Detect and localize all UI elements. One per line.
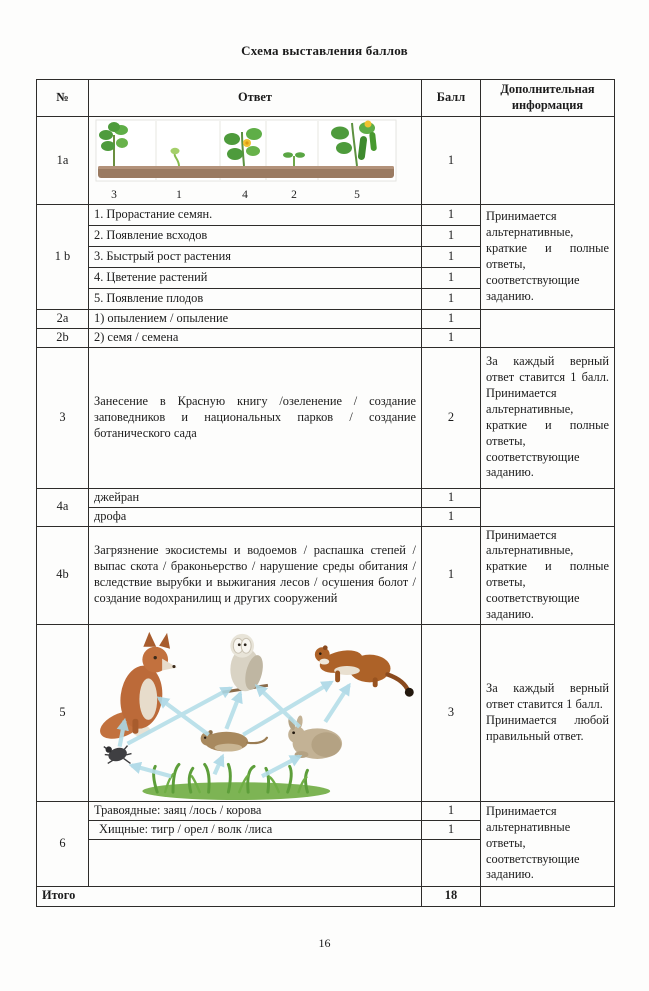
row-5-info-line: Принимается любой правильный ответ. [486, 712, 609, 743]
row-6-info: Принимается альтернативные ответы, соответствующие заданию. [481, 801, 615, 886]
stage-number: 3 [111, 188, 117, 201]
row-5-number: 5 [37, 624, 89, 801]
stage-number: 4 [242, 188, 248, 201]
row-4a-info [481, 488, 615, 526]
scoring-table [36, 79, 615, 907]
row-4b-answer: Загрязнение экосистемы и водоемов / распашка степей / выпас скота / браконьерство / нарушение среды обитания / вследствие вырубки и выжигания лесов / осушения болот / создание водохранилищ и других сооружений [89, 526, 422, 624]
plant-growth-illustration [94, 119, 422, 185]
grass-illustration [142, 764, 330, 800]
header-num: № [37, 80, 89, 117]
row-3-answer: Занесение в Красную книгу /озеленение / создание заповедников и национальных парков / создание ботанического сада [89, 347, 422, 488]
row-6-score: 1 [422, 820, 481, 839]
row-2a-score: 1 [422, 310, 481, 329]
owl-illustration [222, 634, 267, 692]
row-1b-score: 1 [422, 226, 481, 247]
row-1a-number: 1a [37, 117, 89, 205]
row-2b-answer: 2) семя / семена [89, 328, 422, 347]
row-total [37, 886, 615, 906]
stage-number: 5 [354, 188, 360, 201]
row-4b-number: 4b [37, 526, 89, 624]
row-1b-answer: 4. Цветение растений [89, 268, 422, 289]
row-3 [37, 347, 615, 488]
row-3-info: За каждый верный ответ ставится 1 балл. Принимается альтернативные, краткие и полные ответы, соответствующие заданию. [481, 347, 615, 488]
row-5-info [481, 624, 615, 801]
row-6-item [37, 801, 615, 820]
food-web-image [94, 626, 422, 800]
total-score: 18 [422, 886, 481, 906]
row-4a-answer: джейран [89, 488, 422, 507]
row-4b [37, 526, 615, 624]
header-score: Балл [422, 80, 481, 117]
header-answer: Ответ [89, 80, 422, 117]
row-1b-answer: 5. Появление плодов [89, 289, 422, 310]
row-6-answer: Травоядные: заяц /лось / корова [89, 801, 422, 820]
row-1a-info [481, 117, 615, 205]
row-1a-answer [89, 117, 422, 205]
stage-number: 1 [176, 188, 182, 201]
row-5-info-line: За каждый верный ответ ставится 1 балл. [486, 681, 609, 711]
row-2b-score: 1 [422, 328, 481, 347]
row-1b-score: 1 [422, 268, 481, 289]
food-web-illustration [94, 626, 422, 800]
row-2a [37, 310, 615, 329]
row-6-score-empty [422, 839, 481, 886]
row-4a-answer: дрофа [89, 507, 422, 526]
row-4a-score: 1 [422, 488, 481, 507]
header-info: Дополнительная информация [481, 80, 615, 117]
table-header-row [37, 80, 615, 117]
total-info-empty [481, 886, 615, 906]
row-2ab-info [481, 310, 615, 348]
row-2b-number: 2b [37, 328, 89, 347]
row-6-score: 1 [422, 801, 481, 820]
row-1b-answer: 3. Быстрый рост растения [89, 247, 422, 268]
row-2a-answer: 1) опылением / опыление [89, 310, 422, 329]
row-3-score: 2 [422, 347, 481, 488]
row-1b-score: 1 [422, 289, 481, 310]
row-5-score: 3 [422, 624, 481, 801]
row-2a-number: 2a [37, 310, 89, 329]
row-1b-score: 1 [422, 247, 481, 268]
row-1b-info: Принимается альтернативные, краткие и полные ответы, соответствующие заданию. [481, 205, 615, 310]
row-1b-score: 1 [422, 205, 481, 226]
fox-illustration [96, 632, 177, 744]
row-1a-score: 1 [422, 117, 481, 205]
row-5 [37, 624, 615, 801]
row-4a-item [37, 488, 615, 507]
row-1a [37, 117, 615, 205]
row-1b-answer: 1. Прорастание семян. [89, 205, 422, 226]
row-1b-answer: 2. Появление всходов [89, 226, 422, 247]
stage-number: 2 [291, 188, 297, 201]
weasel-illustration [315, 645, 414, 696]
total-label: Итого [37, 886, 422, 906]
row-4a-score: 1 [422, 507, 481, 526]
row-5-answer [89, 624, 422, 801]
row-1b-item [37, 205, 615, 226]
page-number: 16 [318, 936, 331, 950]
row-6-number: 6 [37, 801, 89, 886]
row-3-number: 3 [37, 347, 89, 488]
row-4b-score: 1 [422, 526, 481, 624]
beetle-illustration [104, 745, 132, 763]
row-6-answer: Хищные: тигр / орел / волк /лиса [89, 820, 422, 839]
row-1b-number: 1 b [37, 205, 89, 310]
vole-illustration [201, 730, 267, 751]
row-4a-number: 4a [37, 488, 89, 526]
row-4b-info: Принимается альтернативные, краткие и полные ответы, соответствующие заданию. [481, 526, 615, 624]
page-title: Схема выставления баллов [241, 43, 408, 58]
plant-growth-stages-image [94, 119, 422, 203]
row-6-answer-empty [89, 839, 422, 886]
